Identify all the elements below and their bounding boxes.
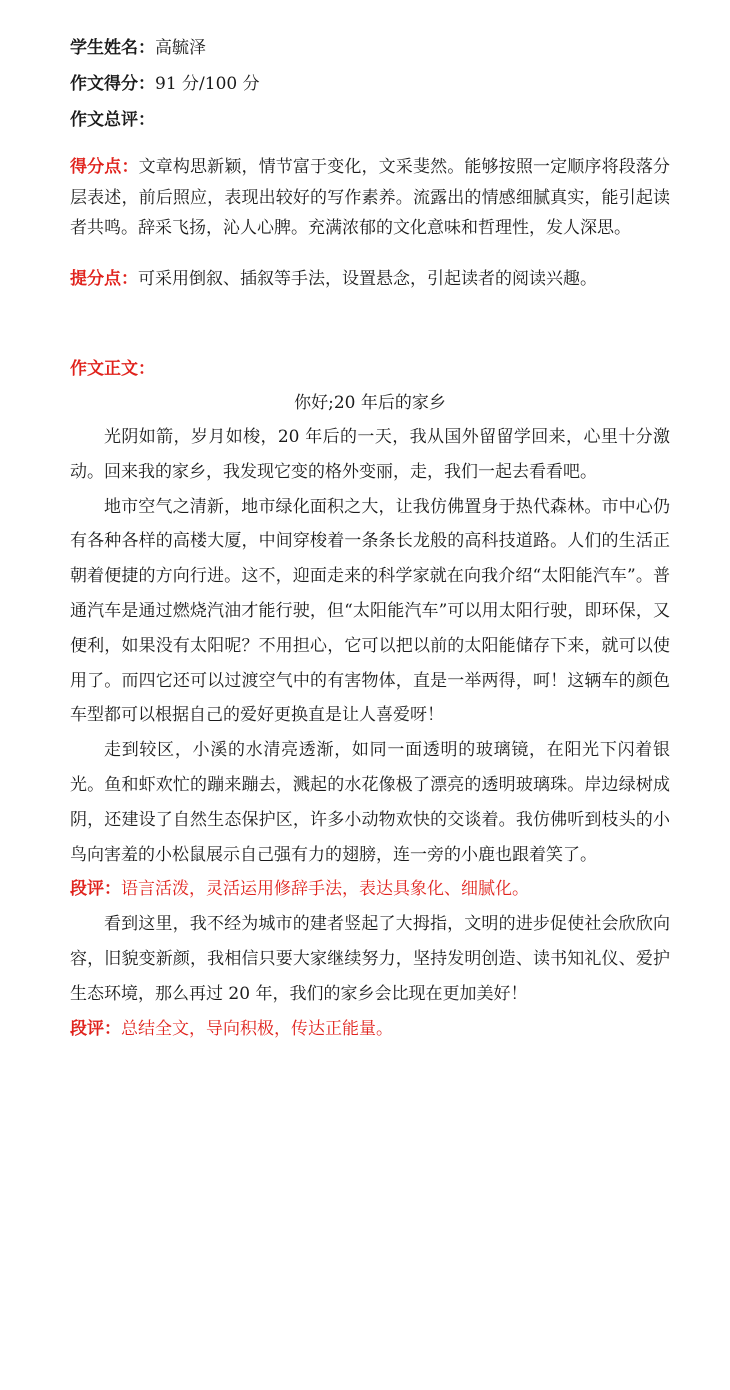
student-name-label: 学生姓名： xyxy=(70,38,155,58)
paragraph-comment-2-text: 总结全文，导向积极，传达正能量。 xyxy=(121,1018,393,1039)
essay-score-line xyxy=(70,74,670,94)
essay-paragraph-1: 光阴如箭，岁月如梭，20 年后的一天，我从国外留留学回来，心里十分激动。回来我的家乡，我发现它变的格外变丽，走，我们一起去看看吧。 xyxy=(70,427,670,482)
essay-paragraph-2: 地市空气之清新，地市绿化面积之大，让我仿佛置身于热代森林。市中心仍有各种各样的高楼大厦，中间穿梭着一条条长龙般的高科技道路。人们的生活正朝着便捷的方向行进。这不，迎面走来的科学家就在向我介绍“太阳能汽车”。普通汽车是通过燃烧汽油才能行驶，但“太阳能汽车”可以用太阳行驶，即环保，又便利，如果没有太阳呢？不用担心，它可以把以前的太阳能储存下来，就可以使用了。而四它还可以过渡空气中的有害物体，直是一举两得，呵！这辆车的颜色车型都可以根据自己的爱好更换直是让人喜爱呀！ xyxy=(70,496,670,726)
paragraph-comment-1 xyxy=(70,872,670,907)
essay-title: 你好;20 年后的家乡 xyxy=(294,393,446,413)
improvement-text: 可采用倒叙、插叙等手法，设置悬念，引起读者的阅读兴趣。 xyxy=(138,268,597,289)
essay-score-label: 作文得分： xyxy=(70,74,155,94)
paragraph-comment-2-label: 段评： xyxy=(70,1018,121,1039)
essay-paragraph-4: 看到这里，我不经为城市的建者竖起了大拇指，文明的进步促使社会欣欣向容，旧貌变新颜，我相信只要大家继续努力，坚持发明创造、读书知礼仪、爱护生态环境，那么再过 20 年，我们的家乡会比现在更加美好！ xyxy=(70,914,670,1004)
paragraph-comment-1-label: 段评： xyxy=(70,879,121,900)
improvement-comment xyxy=(70,264,670,295)
essay-score-value: 91 分/100 分 xyxy=(155,74,260,94)
strengths-text: 文章构思新颖，情节富于变化，文采斐然。能够按照一定顺序将段落分层表述，前后照应，表现出较好的写作素养。流露出的情感细腻真实，能引起读者共鸣。辞采飞扬，沁人心脾。充满浓郁的文化意味和哲理性，发人深思。 xyxy=(70,157,671,238)
essay-paragraph-3: 走到较区，小溪的水清亮透渐，如同一面透明的玻璃镜，在阳光下闪着银光。鱼和虾欢忙的蹦来蹦去，溅起的水花像极了漂亮的透明玻璃珠。岸边绿树成阴，还建设了自然生态保护区，许多小动物欢快的交谈着。我仿佛听到枝头的小鸟向害羞的小松鼠展示自己强有力的翅膀，连一旁的小鹿也跟着笑了。 xyxy=(70,740,670,865)
paragraph-comment-2 xyxy=(70,1012,670,1047)
essay-document xyxy=(70,38,670,1046)
essay-body-label: 作文正文： xyxy=(70,359,155,379)
improvement-label: 提分点： xyxy=(70,268,138,289)
strengths-comment xyxy=(70,152,670,244)
overall-review-label: 作文总评： xyxy=(70,110,155,130)
overall-review-heading xyxy=(70,110,670,130)
strengths-label: 得分点： xyxy=(70,157,139,177)
paragraph-comment-1-text: 语言活泼，灵活运用修辞手法，表达具象化、细腻化。 xyxy=(121,879,529,900)
student-name-value: 高毓泽 xyxy=(155,38,206,58)
student-name-line xyxy=(70,38,670,58)
essay-body-heading xyxy=(70,354,670,384)
